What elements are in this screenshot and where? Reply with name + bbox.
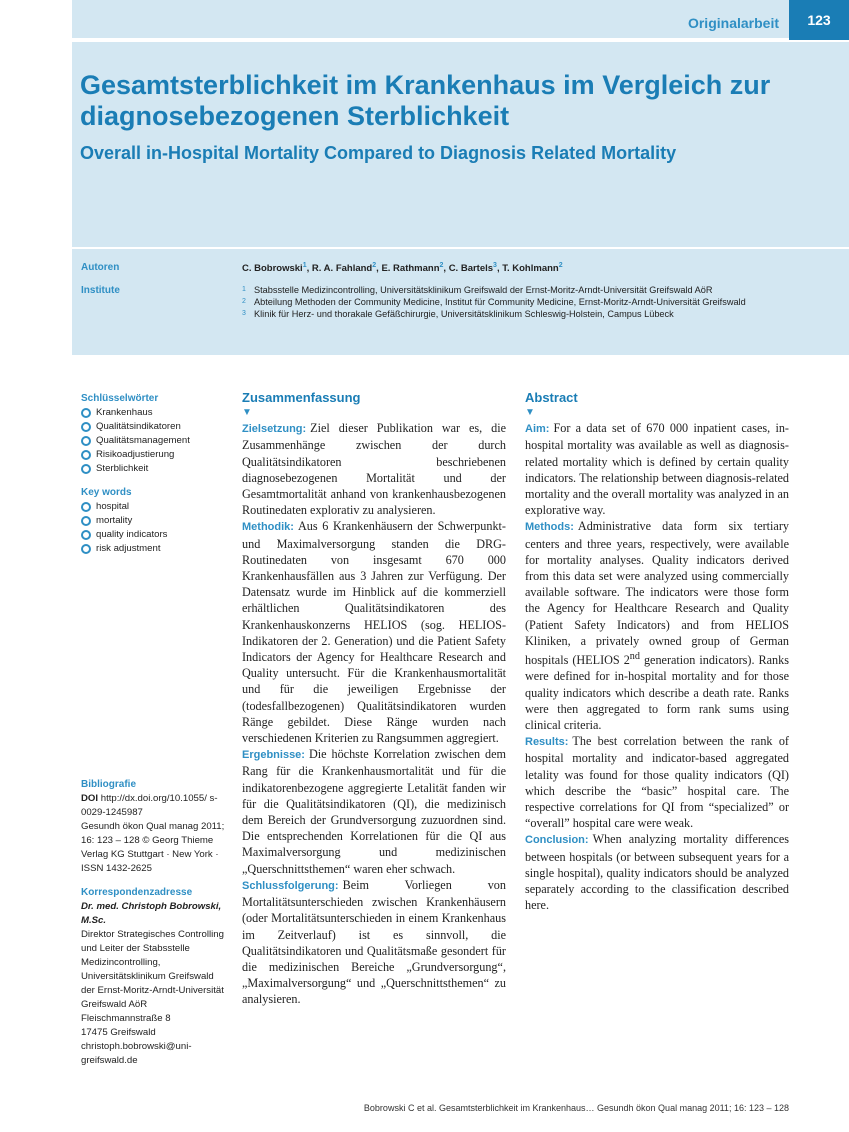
institute-text: Abteilung Methoden der Community Medicine, Institut für Community Medicine, Ernst-Moritz-Arndt-Universität Greifswald bbox=[254, 297, 746, 307]
abstract-en-title: Abstract bbox=[525, 390, 578, 405]
keyword-item bbox=[81, 500, 231, 514]
abstract-paragraph bbox=[242, 420, 506, 518]
abstract-section-text: Aus 6 Krankenhäusern der Schwerpunkt- und Maximalversorgung standen die DRG-Routinedaten von insgesamt 670 000 Krankenhausfällen aus 3 Jahren zur Verfügung. Der Datensatz wurde im Hinblick auf die kommerziell erhältlichen Qualitätsindikatoren des Krankenhauskonzerns HELIOS (sog. HELIOS-Indikatoren der 2. Generation) und die Patient Safety Indicators der Agency for Healthcare Research and Quality untersucht. Für die Krankenhausmortalität und für die jeweiligen Ergebnisse der (todesfallbezogenen) Qualitätsindikatoren wurden Ränge gebildet. Diese Ränge wurden nach verschiedenen Kriterien zu Rangsummen aggregiert. bbox=[242, 519, 506, 746]
title-german: Gesamtsterblichkeit im Krankenhaus im Vergleich zur diagnosebezogenen Sterblichkeit bbox=[80, 70, 771, 131]
triangle-down-icon: ▼ bbox=[525, 407, 535, 419]
abstract-paragraph bbox=[525, 831, 789, 913]
keyword-text: quality indicators bbox=[96, 529, 168, 540]
keyword-item bbox=[81, 462, 231, 476]
page-footer: Bobrowski C et al. Gesamtsterblichkeit im Krankenhaus… Gesundh ökon Qual manag 2011; 16: 123 – 128 bbox=[363, 1103, 789, 1113]
author-affiliation: 3 bbox=[493, 262, 497, 269]
author-affiliation: 2 bbox=[372, 262, 377, 269]
institute-text: Klinik für Herz- und thorakale Gefäßchirurgie, Universitätsklinikum Schleswig-Holstein, Campus Lübeck bbox=[254, 309, 674, 319]
abstract-paragraph bbox=[242, 746, 506, 877]
bullet-circle-icon bbox=[81, 516, 91, 526]
abstract-section-label: Schlussfolgerung: bbox=[242, 879, 339, 892]
abstract-en-body bbox=[525, 420, 789, 913]
corr-address: Direktor Strategisches Controlling und Leiter der Stabsstelle Medizincontrolling, Universitätsklinikum Greifswald der Ernst-Moritz-Arndt-Universität Greifswald AöR bbox=[81, 929, 224, 1010]
abstract-paragraph bbox=[525, 518, 789, 733]
bullet-circle-icon bbox=[81, 464, 91, 474]
abstract-paragraph bbox=[525, 733, 789, 831]
bullet-circle-icon bbox=[81, 422, 91, 432]
bullet-circle-icon bbox=[81, 408, 91, 418]
abstract-section-label: Methods: bbox=[525, 521, 574, 534]
doi-link[interactable]: http://dx.doi.org/10.1055/ s-0029-1245987 bbox=[81, 793, 218, 818]
institute-item bbox=[242, 296, 832, 308]
abstract-section-label: Methodik: bbox=[242, 521, 294, 534]
biblio-text: Gesundh ökon Qual manag 2011; 16: 123 – 128 © Georg Thieme Verlag KG Stuttgart · New York · ISSN 1432-2625 bbox=[81, 821, 225, 874]
bullet-circle-icon bbox=[81, 502, 91, 512]
abstract-paragraph bbox=[242, 877, 506, 1008]
institute-number: 3 bbox=[242, 310, 246, 317]
bullet-circle-icon bbox=[81, 450, 91, 460]
doi-label: DOI bbox=[81, 793, 99, 804]
section-label: Originalarbeit bbox=[687, 15, 779, 31]
abstract-section-label: Zielsetzung: bbox=[242, 423, 307, 436]
title-english: Overall in-Hospital Mortality Compared to Diagnosis Related Mortality bbox=[80, 143, 677, 163]
correspondence bbox=[81, 886, 229, 1068]
keyword-text: risk adjustment bbox=[96, 543, 161, 554]
corr-name: Dr. med. Christoph Bobrowski, M.Sc. bbox=[81, 901, 222, 926]
author-name: R. A. Fahland bbox=[311, 263, 373, 275]
keyword-item bbox=[81, 514, 231, 528]
abstract-section-label: Conclusion: bbox=[525, 834, 589, 847]
corr-city: 17475 Greifswald bbox=[81, 1027, 156, 1038]
abstract-section-text: For a data set of 670 000 inpatient cases, in-hospital mortality was available as well as diagnosis-related mortality which is defined by certain quality indicators. The relationship between diagnosis-related mortality and the overall mortality was analyzed in an explorative way. bbox=[525, 421, 789, 518]
institute-number: 1 bbox=[242, 286, 246, 293]
institute-number: 2 bbox=[242, 298, 246, 305]
abstract-section-label: Ergebnisse: bbox=[242, 749, 305, 762]
authors-label: Autoren bbox=[81, 262, 120, 273]
biblio-title: Bibliografie bbox=[81, 779, 137, 790]
keyword-item bbox=[81, 420, 231, 434]
keywords-de-list bbox=[81, 406, 231, 476]
author-list: C. Bobrowski$^1$, R. A. Fahland$^2$, E. Rathmann$^2$, C. Bartels$^3$, T. Kohlmann$^2$ bbox=[242, 262, 563, 275]
author-affiliation: 2 bbox=[558, 262, 563, 269]
keyword-text: Risikoadjustierung bbox=[96, 449, 175, 460]
keyword-item bbox=[81, 406, 231, 420]
author-name: C. Bartels bbox=[448, 263, 494, 275]
abstract-english bbox=[525, 390, 789, 913]
abstract-section-text: The best correlation between the rank of hospital mortality and indicator-based aggregated letality was found for those quality indicators (QI) which describe the “basic” hospital care. The respective correlations for QI from “specialized” or “overall” hospital care were weak. bbox=[525, 734, 789, 831]
abstract-german bbox=[242, 390, 506, 1008]
abstract-de-body bbox=[242, 420, 506, 1007]
author-affiliation: 2 bbox=[439, 262, 444, 269]
sidebar bbox=[81, 392, 231, 556]
abstract-section-text: generation indicators). Ranks were defined for in-hospital mortality and for those quality indicators which describe a death rate. Ranks were then aggregated to form rank sums using clinical criteria. bbox=[525, 653, 789, 732]
triangle-down-icon: ▼ bbox=[242, 407, 252, 419]
abstract-section-text: Die höchste Korrelation zwischen dem Rang für die Krankenhausmortalität und für die indikatorenbezogene aggregierte Letalität fanden wir für die Qualitätsindikatoren (QI), die medizinisch dem Bereich der Grundversorgung zuzuordnen sind. Die entsprechenden Korrelationen für die QI aus Maximalversorgung und medizinischen „Querschnittsthemen“ waren eher schwach. bbox=[242, 747, 506, 876]
keyword-text: mortality bbox=[96, 515, 133, 526]
keyword-text: Sterblichkeit bbox=[96, 463, 149, 474]
abstract-section-text: Administrative data form six tertiary centers and three years, respectively, were available for mortality analyses. Quality indicators derived from this data set were analyzed using commercially available software. The indicators were those form the Agency for Healthcare Research and Quality (Patient Safety Indicators) and from HELIOS Kliniken, a privately owned group of German hospitals (HELIOS 2 bbox=[525, 519, 789, 668]
institute-text: Stabsstelle Medizincontrolling, Universitätsklinikum Greifswald der Ernst-Moritz-Arndt-Universität Greifswald AöR bbox=[254, 285, 713, 295]
institute-list bbox=[242, 284, 832, 320]
author-name: T. Kohlmann bbox=[502, 263, 559, 275]
corr-title: Korrespondenzadresse bbox=[81, 887, 193, 898]
abstract-paragraph bbox=[242, 518, 506, 746]
bullet-circle-icon bbox=[81, 544, 91, 554]
keyword-item bbox=[81, 528, 231, 542]
corr-email[interactable]: christoph.bobrowski@uni-greifswald.de bbox=[81, 1041, 192, 1066]
corr-street: Fleischmannstraße 8 bbox=[81, 1013, 171, 1024]
bullet-circle-icon bbox=[81, 530, 91, 540]
abstract-section-label: Results: bbox=[525, 736, 569, 749]
keyword-item bbox=[81, 542, 231, 556]
keyword-text: Krankenhaus bbox=[96, 407, 153, 418]
keyword-text: Qualitätsmanagement bbox=[96, 435, 190, 446]
keywords-de-title: Schlüsselwörter bbox=[81, 393, 159, 404]
abstract-section-label: Aim: bbox=[525, 423, 550, 436]
ordinal-suffix: nd bbox=[629, 651, 640, 663]
abstract-section-text: Beim Vorliegen von Mortalitätsunterschieden zwischen Krankenhäusern (oder Mortalitätsunterschieden in einem Krankenhaus im Zeitverlauf) ist es sinnvoll, die Qualitätsindikatoren und Qualitätsmaße gesondert für die medizinischen Bereiche „Grundversorgung“, „Maximalversorgung“ und „Querschnittsthemen“ zu analysieren. bbox=[242, 877, 506, 1007]
keyword-text: hospital bbox=[96, 501, 130, 512]
institute-item bbox=[242, 308, 832, 320]
abstract-paragraph bbox=[525, 420, 789, 518]
author-affiliation: 1 bbox=[302, 262, 307, 269]
bullet-circle-icon bbox=[81, 436, 91, 446]
institute-item bbox=[242, 284, 832, 296]
keyword-item bbox=[81, 434, 231, 448]
abstract-section-text: When analyzing mortality differences between hospitals (or between subsequent years for a single hospital), quality indicators should be analyzed separately according to the classification described here. bbox=[525, 832, 789, 913]
author-name: E. Rathmann bbox=[381, 263, 440, 275]
keyword-item bbox=[81, 448, 231, 462]
keyword-text: Qualitätsindikatoren bbox=[96, 421, 181, 432]
keywords-en-title: Key words bbox=[81, 487, 132, 498]
abstract-section-text: Ziel dieser Publikation war es, die Zusammenhänge zwischen der durch Qualitätsindikatoren beschriebenen diagnosebezogenen Mortalität und der Gesamtmortalität anhand von krankenhausbezogenen Routinedaten explorativ zu analysieren. bbox=[242, 421, 506, 518]
keywords-en-list bbox=[81, 500, 231, 556]
institutes-label: Institute bbox=[81, 285, 120, 296]
bibliography bbox=[81, 778, 229, 876]
abstract-de-title: Zusammenfassung bbox=[242, 390, 361, 405]
author-name: C. Bobrowski bbox=[242, 263, 303, 275]
page-number: 123 bbox=[789, 0, 849, 40]
